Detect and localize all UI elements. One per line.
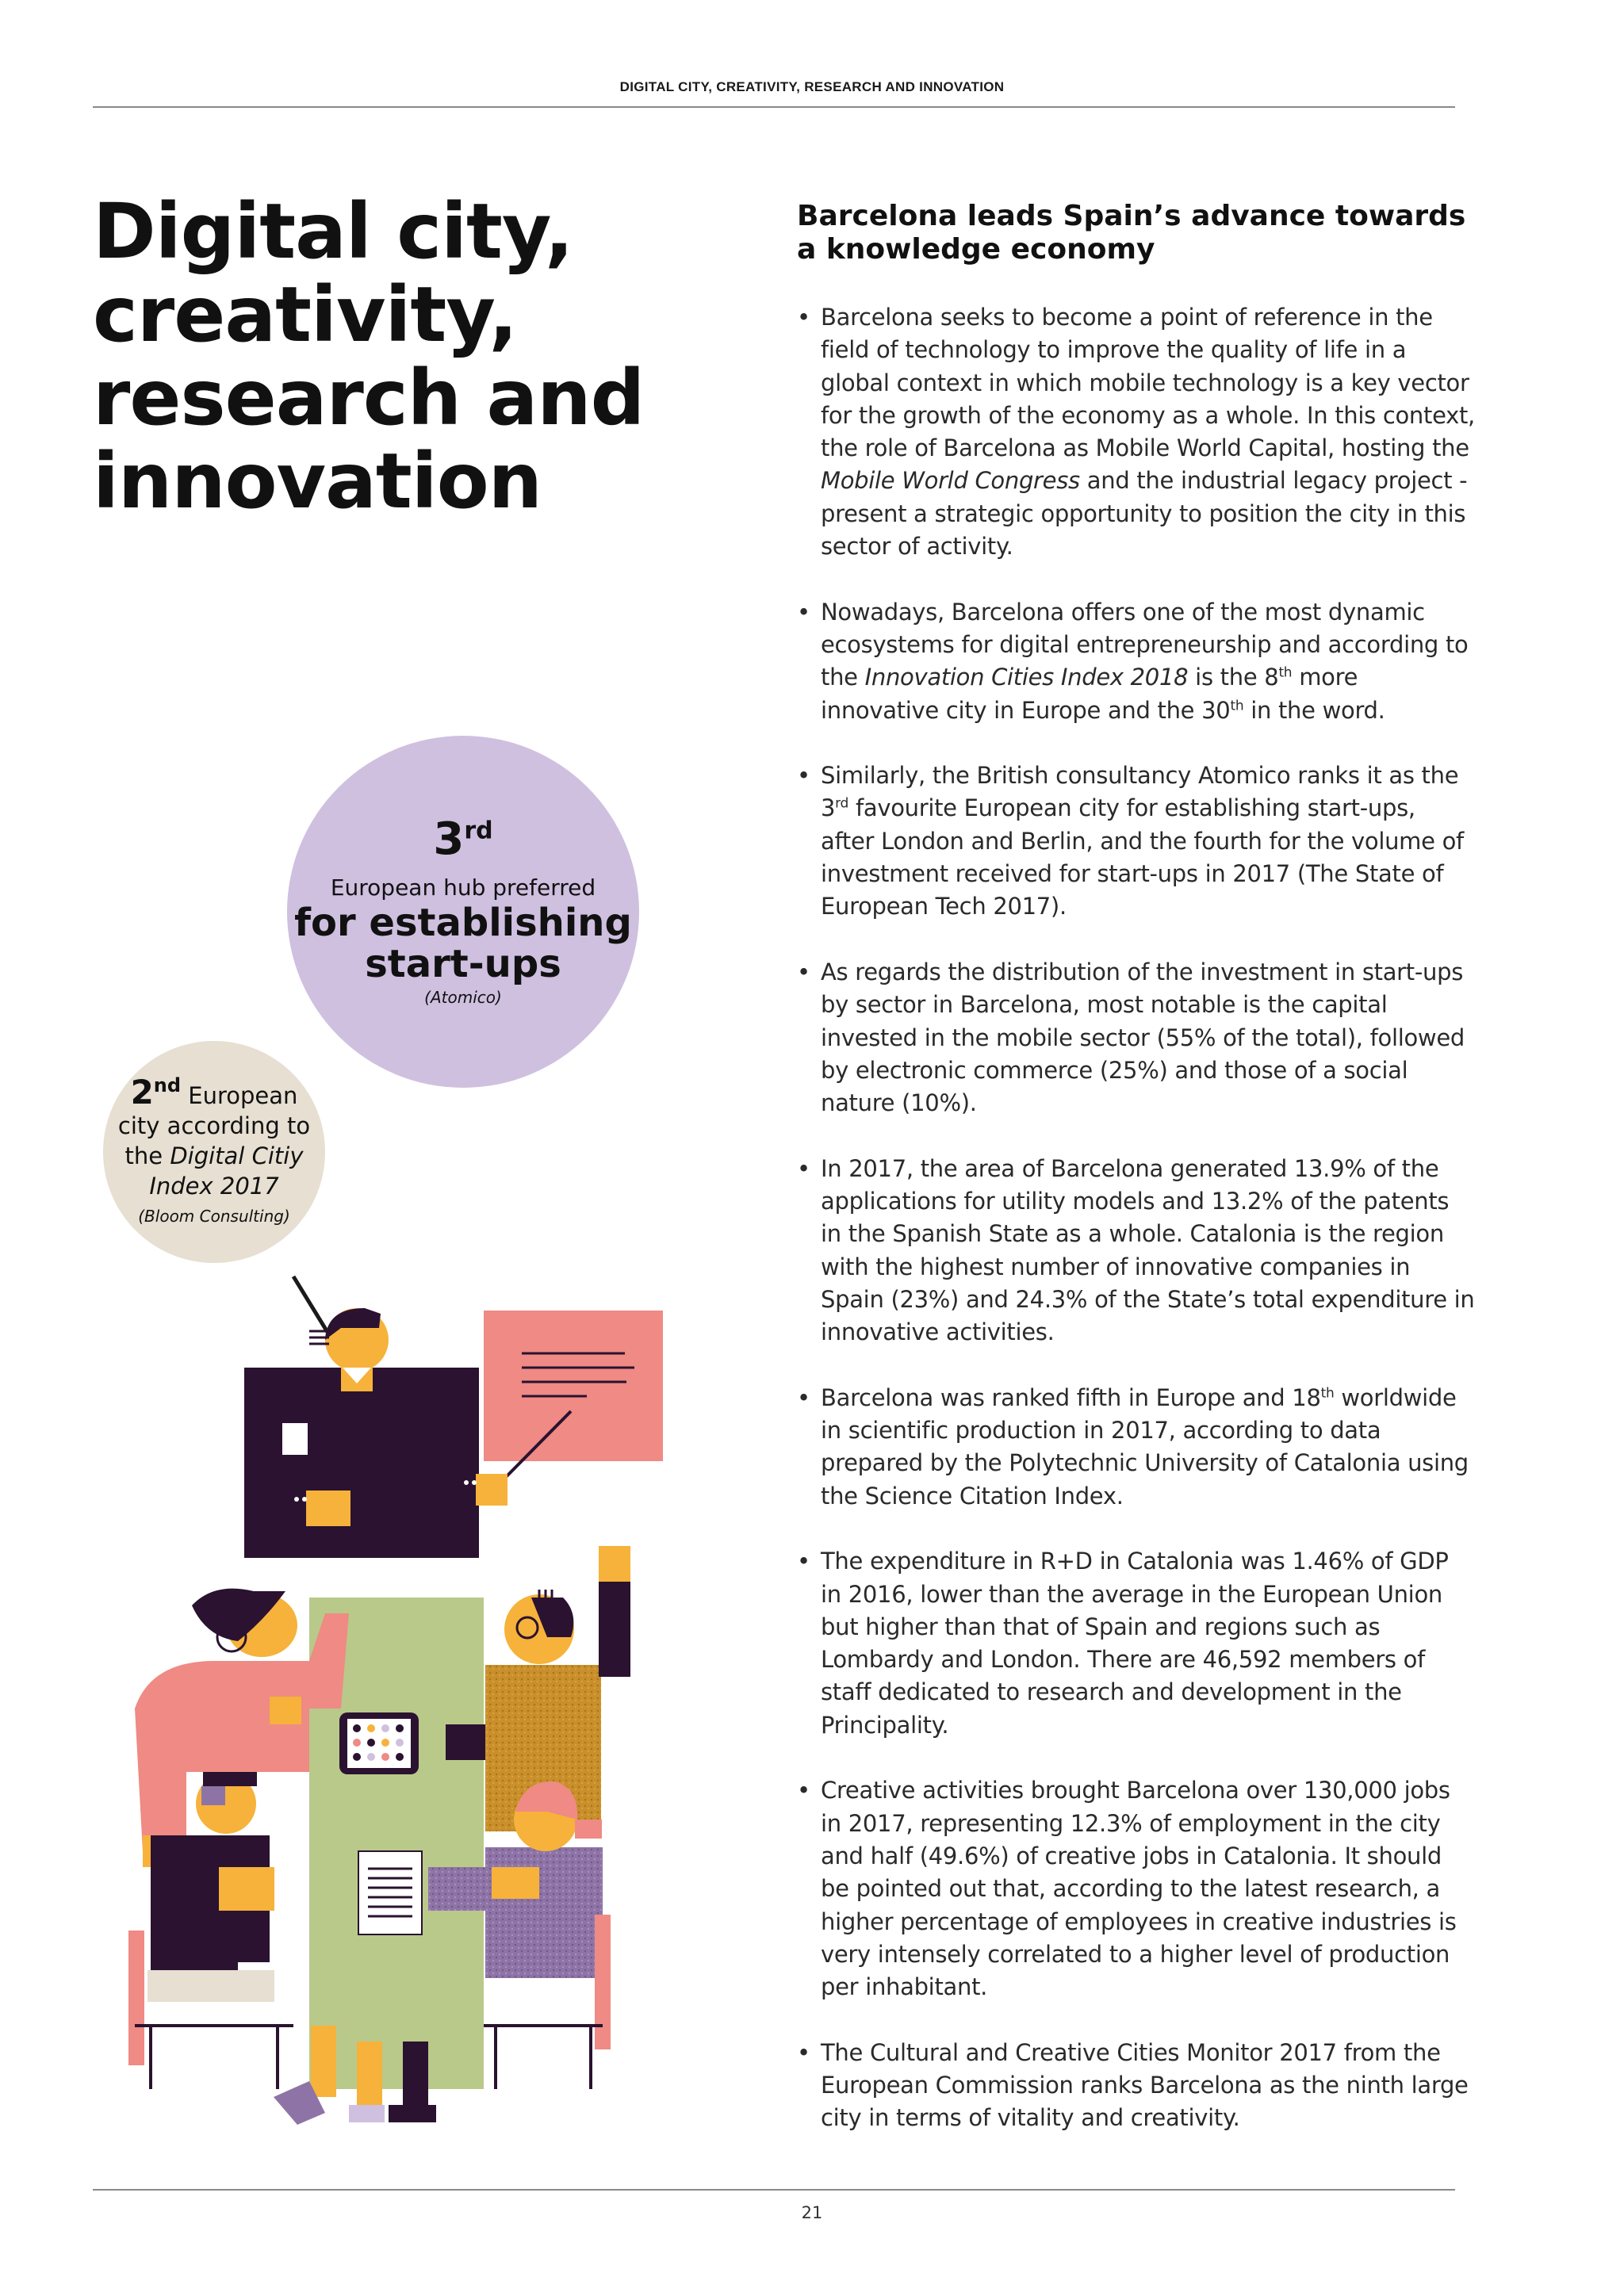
- page-title: [93, 187, 695, 526]
- header-rule: [93, 106, 1455, 108]
- rank-line: 2nd European: [130, 1073, 298, 1112]
- bubble-source: (Bloom Consulting): [138, 1207, 290, 1226]
- title-line: creativity,: [93, 270, 517, 359]
- bullet-item: • The expenditure in R+D in Catalonia was 1.46% of GDP in 2016, lower than the average in the European Union but higher than that of Spain and regions such as Lombardy and London. There are 46,592 members of staff dedicated to research and development in the Principality.: [797, 1545, 1475, 1742]
- document: [358, 1851, 422, 1934]
- team-illustration: [127, 1265, 682, 2160]
- bubble-source: (Atomico): [424, 988, 502, 1007]
- bullet-item: • Barcelona was ranked fifth in Europe and 18th worldwide in scientific production in 2017, according to data prepared by the Polytechnic University of Catalonia using the Science Citation Index.: [797, 1382, 1475, 1513]
- bullet-item: • Similarly, the British consultancy Atomico ranks it as the 3rd favourite European city for establishing start-ups, after London and Berlin, and the fourth for the volume of investment received for start-ups in 2017 (The State of European Tech 2017).: [797, 760, 1475, 923]
- stat-bubble-bloom: [103, 1041, 325, 1263]
- page-number: 21: [801, 2203, 823, 2222]
- tablet: [339, 1712, 419, 1774]
- bullet-item: • As regards the distribution of the investment in start-ups by sector in Barcelona, most notable is the capital invested in the mobile sector (55% of the total), followed by electronic commerce (25%) and those of a social nature (10%).: [797, 956, 1475, 1119]
- bubble-text: the Digital Citiy: [124, 1142, 304, 1169]
- bubble-highlight: start-ups: [365, 942, 561, 986]
- presentation-board: [484, 1311, 663, 1461]
- title-line: innovation: [93, 437, 542, 526]
- bullet-item: • Nowadays, Barcelona offers one of the most dynamic ecosystems for digital entrepreneurship and according to the Innovation Cities Index 2018 is the 8th more innovative city in Europe and the 30th in the word.: [797, 596, 1475, 727]
- bubble-text: European hub preferred: [330, 874, 596, 901]
- bubble-highlight: for establishing: [294, 901, 632, 945]
- bubble-text: Index 2017: [149, 1173, 279, 1200]
- rank-figure: 3rd: [433, 813, 493, 865]
- bullet-item: • In 2017, the area of Barcelona generated 13.9% of the applications for utility models and 13.2% of the patents in the Spanish State as a whole. Catalonia is the region with the highest number of innovative companies in Spain (23%) and 24.3% of the State’s total expenditure in innovative activities.: [797, 1153, 1475, 1349]
- bullet-list: [797, 301, 1475, 2168]
- bubble-text: city according to: [117, 1112, 311, 1139]
- title-line: research and: [93, 354, 645, 442]
- running-header: DIGITAL CITY, CREATIVITY, RESEARCH AND INNOVATION: [619, 79, 1005, 94]
- bullet-item: • Creative activities brought Barcelona over 130,000 jobs in 2017, representing 12.3% of employment in the city and half (49.6%) of creative jobs in Catalonia. It should be pointed out that, according to the latest research, a higher percentage of employees in creative industries is very intensely correlated to a higher level of production per inhabitant.: [797, 1774, 1475, 2003]
- section-heading: Barcelona leads Spain’s advance towards a knowledge economy: [797, 200, 1466, 266]
- stat-bubble-atomico: [287, 736, 639, 1088]
- bullet-item: • The Cultural and Creative Cities Monitor 2017 from the European Commission ranks Barcelona as the ninth large city in terms of vitality and creativity.: [797, 2037, 1475, 2135]
- title-line: Digital city,: [93, 187, 573, 276]
- footer-rule: [93, 2189, 1455, 2191]
- bullet-item: • Barcelona seeks to become a point of reference in the field of technology to improve the quality of life in a global context in which mobile technology is a key vector for the growth of the economy as a whole. In this context, the role of Barcelona as Mobile World Capital, hosting the Mobile World Congress and the industrial legacy project - present a strategic opportunity to position the city in this sector of activity.: [797, 301, 1475, 563]
- presenter-figure: [244, 1308, 508, 1558]
